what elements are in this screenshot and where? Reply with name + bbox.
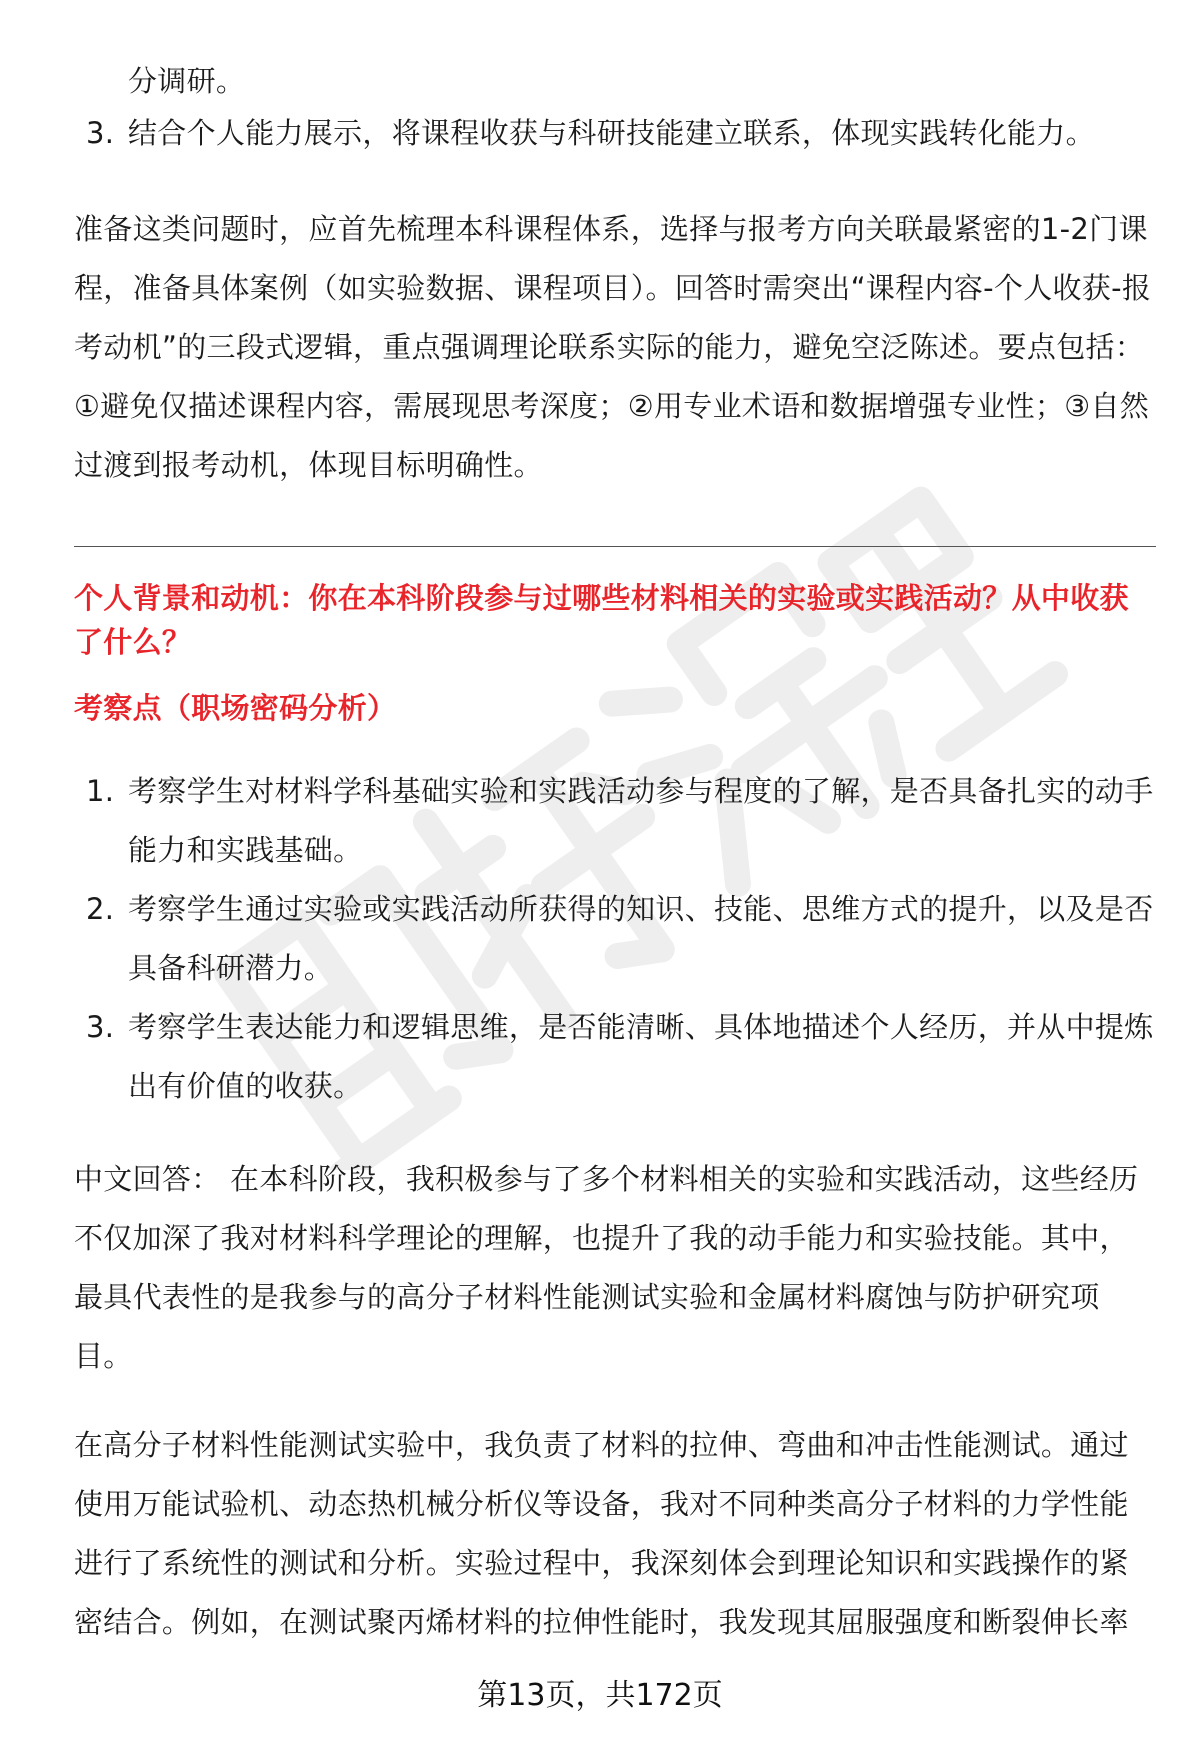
question-title: 个人背景和动机：你在本科阶段参与过哪些材料相关的实验或实践活动？从中收获了什么？ (74, 581, 1129, 659)
list-item-text: 考察学生通过实验或实践活动所获得的知识、技能、思维方式的提升，以及是否具备科研潜力。 (128, 892, 1154, 985)
list-item-text: 结合个人能力展示，将课程收获与科研技能建立联系，体现实践转化能力。 (128, 116, 1095, 150)
list-item-continuation: 分调研。 (128, 64, 246, 98)
list-item (74, 998, 1154, 1116)
list-item-number: 3. (86, 116, 115, 150)
list-item-text: 考察学生对材料学科基础实验和实践活动参与程度的了解，是否具备扎实的动手能力和实践基础。 (128, 774, 1154, 867)
answer-paragraph: 在高分子材料性能测试实验中，我负责了材料的拉伸、弯曲和冲击性能测试。通过使用万能试验机、动态热机械分析仪等设备，我对不同种类高分子材料的力学性能进行了系统性的测试和分析。实验过程中，我深刻体会到理论知识和实践操作的紧密结合。例如，在测试聚丙烯材料的拉伸性能时，我发现其屈服强度和断裂伸长率 (74, 1428, 1129, 1639)
list-item-number: 1. (86, 774, 115, 808)
preparation-paragraph: 准备这类问题时，应首先梳理本科课程体系，选择与报考方向关联最紧密的1-2门课程，准备具体案例（如实验数据、课程项目）。回答时需突出“课程内容-个人收获-报考动机”的三段式逻辑，重点强调理论联系实际的能力，避免空泛陈述。要点包括：①避免仅描述课程内容，需展现思考深度；②用专业术语和数据增强专业性；③自然过渡到报考动机，体现目标明确性。 (74, 212, 1152, 482)
list-item-text: 考察学生表达能力和逻辑思维，是否能清晰、具体地描述个人经历，并从中提炼出有价值的收获。 (128, 1010, 1154, 1103)
list-item (74, 762, 1154, 880)
assessment-subheading: 考察点（职场密码分析） (74, 691, 397, 725)
list-item (74, 104, 1154, 163)
list-item (74, 880, 1154, 998)
page-number: 第13页，共172页 (477, 1678, 723, 1713)
section-divider (74, 546, 1156, 547)
answer-paragraph: 中文回答： 在本科阶段，我积极参与了多个材料相关的实验和实践活动，这些经历不仅加深了我对材料科学理论的理解，也提升了我的动手能力和实验技能。其中，最具代表性的是我参与的高分子材料性能测试实验和金属材料腐蚀与防护研究项目。 (74, 1162, 1139, 1373)
list-item-number: 2. (86, 892, 115, 926)
list-item-number: 3. (86, 1010, 115, 1044)
